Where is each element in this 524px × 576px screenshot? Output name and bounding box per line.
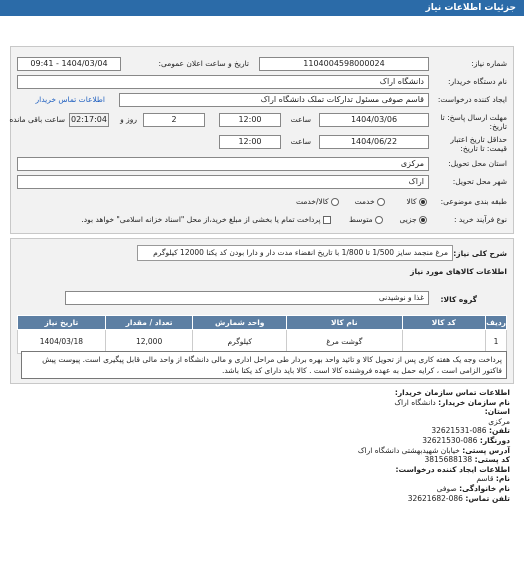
- org-name: دانشگاه اراک: [394, 397, 436, 407]
- table-row[interactable]: [18, 330, 507, 354]
- city-field[interactable]: اراک: [17, 175, 429, 189]
- description-label: شرح کلی نیاز:: [453, 249, 507, 258]
- creator-field[interactable]: قاسم صوفی مسئول تدارکات تملک دانشگاه اراک: [119, 93, 429, 107]
- row-province: [17, 157, 507, 173]
- row-creator: [17, 93, 507, 109]
- creator-phone: 086-32621682: [407, 493, 463, 503]
- cell-date: 1404/03/18: [18, 330, 106, 354]
- cell-code: [402, 330, 486, 354]
- announce-field[interactable]: 1404/03/04 - 09:41: [17, 57, 121, 71]
- row-reply-deadline: [9, 113, 507, 131]
- days-label: روز و: [120, 115, 137, 124]
- province-label: استان محل تحویل:: [448, 159, 507, 168]
- process-label: نوع فرآیند خرید :: [453, 215, 507, 224]
- validity-time-field[interactable]: 12:00: [219, 135, 281, 149]
- col-row: ردیف: [486, 316, 507, 330]
- city-label: شهر محل تحویل:: [452, 177, 507, 186]
- need-details-panel: [10, 238, 514, 384]
- radio-selected-icon[interactable]: [419, 198, 427, 206]
- goods-group-label: گروه کالا:: [440, 295, 477, 304]
- row-buyer: [17, 75, 507, 91]
- row-city: [17, 175, 507, 191]
- checkbox-icon[interactable]: [323, 216, 331, 224]
- org-phone: 086-32621531: [431, 426, 487, 436]
- remaining-label: ساعت باقی مانده: [9, 115, 65, 124]
- province-field[interactable]: مرکزی: [17, 157, 429, 171]
- creator-title: اطلاعات ایجاد کننده درخواست:: [395, 464, 510, 474]
- reply-time-label: ساعت: [290, 115, 311, 124]
- creator-first-name: قاسم: [476, 474, 494, 484]
- row-need-number: [17, 57, 507, 73]
- need-number-label: شماره نیاز:: [471, 59, 507, 68]
- cell-name: گوشت مرغ: [287, 330, 402, 354]
- radio-icon[interactable]: [331, 198, 339, 206]
- contact-info: اطلاعات تماس سازمان خریدار: نام سازمان خریدار: دانشگاه اراک استان: مرکزی تلفن: 086-32621531 دورنگار: 086-32621530 آدرس پستی: خیابان شهیدبهشتی دانشگاه اراک کد پستی: 3815688138 اطلاعات ایجاد کننده درخواست: نام: قاسم نام خانوادگی: صوفی تلفن تماس: 086-32621682: [357, 388, 510, 503]
- goods-group-field: غذا و نوشیدنی: [65, 291, 429, 305]
- validity-time-label: ساعت: [290, 137, 311, 146]
- process-option-minor[interactable]: جزیی: [399, 213, 427, 227]
- col-code: کد کالا: [402, 316, 486, 330]
- goods-section-title: اطلاعات کالاهای مورد نیاز: [410, 267, 507, 276]
- row-validity: [17, 135, 507, 151]
- category-option-service[interactable]: خدمت: [355, 195, 385, 209]
- goods-table: [17, 315, 507, 354]
- validity-date-field[interactable]: 1404/06/22: [319, 135, 429, 149]
- radio-selected-icon[interactable]: [419, 216, 427, 224]
- contact-title: اطلاعات تماس سازمان خریدار:: [394, 388, 510, 397]
- radio-icon[interactable]: [375, 216, 383, 224]
- need-number-field[interactable]: 1104004598000024: [259, 57, 429, 71]
- buyer-field[interactable]: دانشگاه اراک: [17, 75, 429, 89]
- col-name: نام کالا: [287, 316, 402, 330]
- reply-time-field[interactable]: 12:00: [219, 113, 281, 127]
- col-unit: واحد شمارش: [193, 316, 287, 330]
- cell-unit: کیلوگرم: [193, 330, 287, 354]
- category-option-goods-service[interactable]: کالا/خدمت: [296, 195, 339, 209]
- description-field: مرغ منجمد سایز 1/500 تا 1/800 با تاریخ انقضاء مدت دار و دارا بودن کد یکتا 12000 کیلوگرم: [137, 245, 453, 261]
- org-fax: 086-32621530: [422, 435, 478, 445]
- process-option-medium[interactable]: متوسط: [349, 213, 383, 227]
- creator-last-name: صوفی: [436, 483, 457, 493]
- col-qty: تعداد / مقدار: [105, 316, 193, 330]
- category-option-goods[interactable]: کالا: [406, 195, 427, 209]
- org-address: خیابان شهیدبهشتی دانشگاه اراک: [357, 445, 460, 455]
- row-process: [17, 213, 507, 229]
- validity-label: حداقل تاریخ اعتبار قیمت: تا تاریخ:: [450, 135, 507, 153]
- cell-qty: 12,000: [105, 330, 193, 354]
- cell-row: 1: [486, 330, 507, 354]
- reply-date-field[interactable]: 1404/03/06: [319, 113, 429, 127]
- payment-checkbox-row[interactable]: [81, 213, 331, 227]
- radio-icon[interactable]: [377, 198, 385, 206]
- buyer-label: نام دستگاه خریدار:: [447, 77, 507, 86]
- col-date: تاریخ نیاز: [18, 316, 106, 330]
- announce-label: تاریخ و ساعت اعلان عمومی:: [158, 59, 249, 68]
- reply-label: مهلت ارسال پاسخ: تا تاریخ:: [440, 113, 507, 131]
- category-label: طبقه بندی موضوعی:: [440, 197, 507, 206]
- days-field[interactable]: 2: [143, 113, 205, 127]
- buyer-notes: پرداخت وجه یک هفته کاری پس از تحویل کالا و تائید واحد بهره بردار طی مراحل اداری و مالی دانشگاه از واحد مالی قابل پیگیری است. پیوست پیش فاکتور الزامی است ، کرایه حمل به عهده فروشنده کالا است . کالا باید دارای کد یکتا باشد.: [21, 351, 507, 379]
- need-info-panel: [10, 46, 514, 234]
- org-postal-code: 3815688138: [424, 455, 473, 465]
- page-header: جزئیات اطلاعات نیاز: [0, 0, 524, 16]
- table-header-row: [18, 316, 507, 330]
- row-category: [17, 195, 507, 211]
- remaining-time-field: 02:17:04: [69, 113, 109, 127]
- creator-label: ایجاد کننده درخواست:: [437, 95, 507, 104]
- payment-text: پرداخت تمام یا بخشی از مبلغ خرید،از محل "اسناد خزانه اسلامی" خواهد بود.: [81, 215, 321, 224]
- buyer-contact-link[interactable]: اطلاعات تماس خریدار: [35, 95, 105, 104]
- org-province: مرکزی: [488, 416, 510, 426]
